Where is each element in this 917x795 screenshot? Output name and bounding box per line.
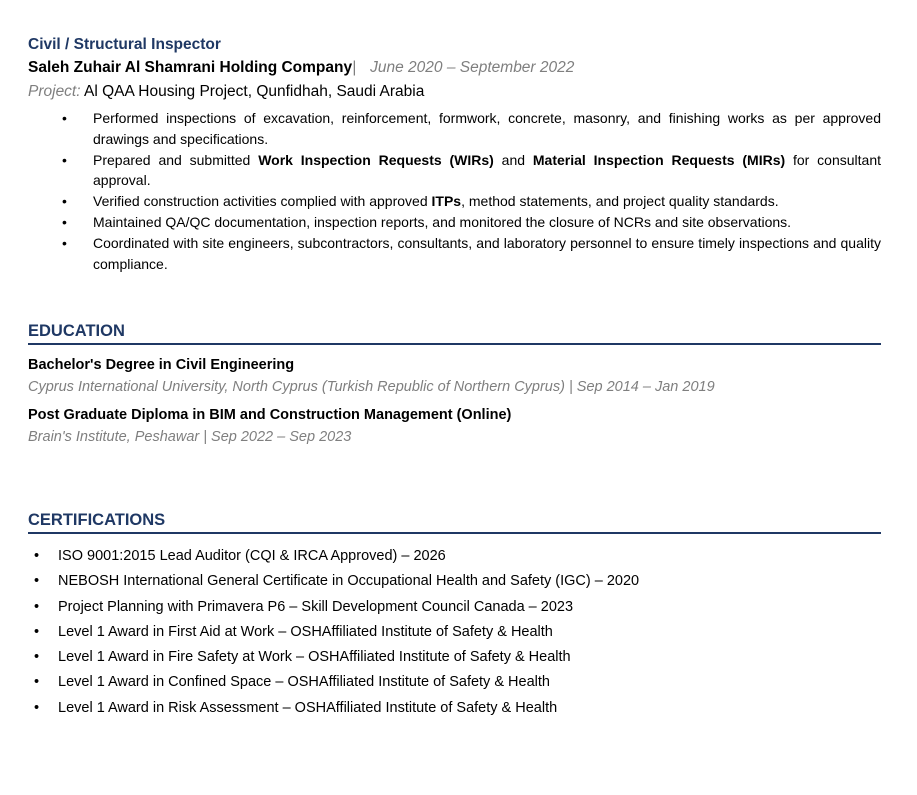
duty-item [28, 191, 881, 212]
duty-text: Verified construction activities complied with approved [93, 193, 432, 209]
bullet-icon: • [34, 573, 40, 590]
project-label: Project: [28, 83, 81, 100]
certification-item [28, 670, 881, 695]
duty-item [28, 233, 881, 274]
certification-item [28, 595, 881, 620]
certification-text: Level 1 Award in Confined Space – OSHAffiliated Institute of Safety & Health [58, 674, 550, 691]
degree-institution: Brain's Institute, Peshawar | Sep 2022 – Sep 2023 [28, 429, 352, 445]
certification-text: ISO 9001:2015 Lead Auditor (CQI & IRCA Approved) – 2026 [58, 548, 446, 564]
duties-list [28, 108, 881, 274]
bullet-icon: • [62, 193, 67, 209]
duty-text: Coordinated with site engineers, subcontractors, consultants, and laboratory personnel to ensure timely inspections and quality compliance. [93, 235, 881, 272]
duty-text: and [493, 151, 533, 168]
certification-item [28, 696, 881, 721]
project-line [28, 80, 881, 104]
education-item [28, 404, 881, 448]
certifications-list [28, 544, 881, 721]
company-name: Saleh Zuhair Al Shamrani Holding Company [28, 59, 353, 76]
company-date-separator: | [352, 59, 357, 76]
duty-text: , method statements, and project quality standards. [461, 193, 779, 209]
duty-item [28, 108, 881, 149]
duty-item [28, 212, 881, 233]
bullet-icon: • [34, 598, 40, 615]
certification-text: Level 1 Award in Fire Safety at Work – OSHAffiliated Institute of Safety & Health [58, 649, 571, 666]
education-item [28, 354, 881, 398]
certification-item [28, 569, 881, 594]
education-heading: EDUCATION [28, 320, 881, 345]
bullet-icon: • [62, 235, 67, 251]
certification-text: Level 1 Award in Risk Assessment – OSHAffiliated Institute of Safety & Health [58, 699, 558, 716]
duty-text: Performed inspections of excavation, reinforcement, formwork, concrete, masonry, and finishing works as per approved drawings and specifications. [93, 110, 881, 147]
bullet-icon: • [62, 151, 67, 168]
duty-highlight: ITPs [431, 193, 462, 209]
certification-text: NEBOSH International General Certificate in Occupational Health and Safety (IGC) – 2020 [58, 573, 640, 590]
project-value: Al QAA Housing Project, Qunfidhah, Saudi Arabia [84, 83, 425, 100]
certification-text: Level 1 Award in First Aid at Work – OSHAffiliated Institute of Safety & Health [58, 623, 553, 640]
degree-institution: Cyprus International University, North Cyprus (Turkish Republic of Northern Cyprus) | Sep 2014 – Jan 2019 [28, 379, 715, 395]
duty-text: Maintained QA/QC documentation, inspection reports, and monitored the closure of NCRs and site observations. [93, 214, 792, 230]
certification-text: Project Planning with Primavera P6 – Skill Development Council Canada – 2023 [58, 598, 574, 615]
bullet-icon: • [62, 214, 67, 230]
certifications-section [28, 509, 881, 721]
degree-title: Bachelor's Degree in Civil Engineering [28, 357, 295, 373]
bullet-icon: • [62, 110, 67, 126]
certification-item [28, 544, 881, 569]
resume-page [28, 34, 881, 721]
certification-item [28, 620, 881, 645]
certifications-heading: CERTIFICATIONS [28, 509, 881, 534]
education-section [28, 320, 881, 448]
experience-entry [28, 34, 881, 274]
bullet-icon: • [34, 699, 40, 716]
job-title: Civil / Structural Inspector [28, 36, 221, 53]
bullet-icon: • [34, 649, 40, 666]
duty-text: Prepared and submitted [93, 151, 259, 168]
duty-highlight: Material Inspection Requests (MIRs) [532, 151, 786, 168]
duty-text: for consultant approval. [93, 151, 881, 188]
bullet-icon: • [34, 623, 40, 640]
degree-title: Post Graduate Diploma in BIM and Construction Management (Online) [28, 407, 512, 423]
duty-highlight: Work Inspection Requests (WIRs) [258, 151, 494, 168]
bullet-icon: • [34, 674, 40, 691]
duty-item [28, 150, 881, 191]
employment-dates: June 2020 – September 2022 [370, 59, 575, 76]
bullet-icon: • [34, 548, 40, 564]
certification-item [28, 645, 881, 670]
company-line [28, 56, 881, 80]
